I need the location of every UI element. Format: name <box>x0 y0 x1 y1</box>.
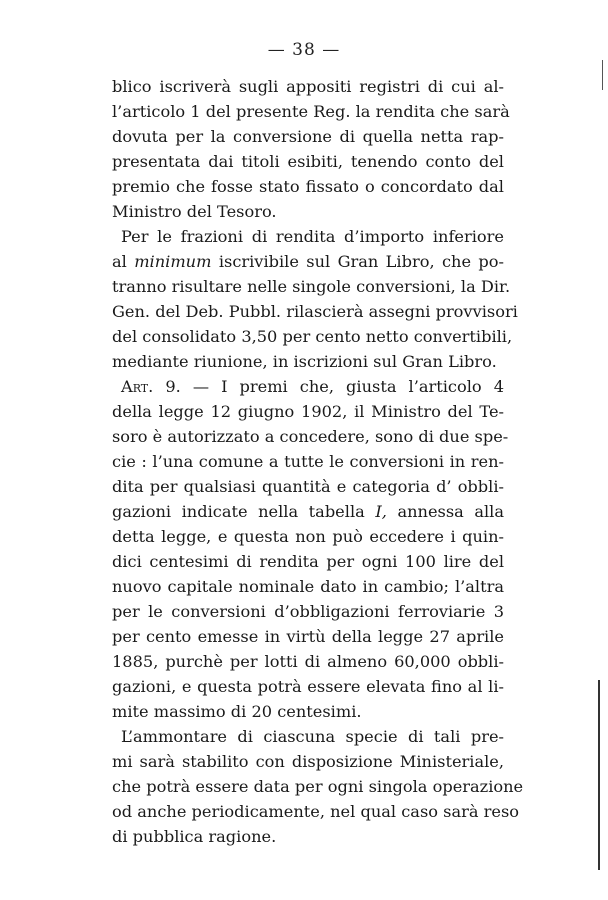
text-fragment: annessa alla <box>397 502 505 521</box>
text-line: mi sarà stabilito con disposizione Ministeriale, <box>112 752 504 771</box>
text-line: del consolidato 3,50 per cento netto convertibili, <box>112 327 513 346</box>
text-line: dovuta per la conversione di quella netta rap- <box>112 127 504 146</box>
text-line: soro è autorizzato a concedere, sono di due spe- <box>112 427 509 446</box>
text-line: mediante riunione, in iscrizioni sul Gran Libro. <box>112 352 497 371</box>
text-line: gazioni, e questa potrà essere elevata fino al li- <box>112 677 504 696</box>
scan-edge-mark <box>598 680 600 870</box>
text-line: Per le frazioni di rendita d’importo inferiore <box>121 227 504 246</box>
page-number: — 38 — <box>267 40 341 60</box>
scan-edge-mark <box>602 60 603 90</box>
text-line: tranno risultare nelle singole conversioni, la Dir. <box>112 277 511 296</box>
text-line: premio che fosse stato fissato o concordato dal <box>112 177 504 196</box>
text-line: Ministro del Tesoro. <box>112 202 277 221</box>
text-line: presentata dai titoli esibiti, tenendo conto del <box>112 152 504 171</box>
text-line: nuovo capitale nominale dato in cambio; l’altra <box>112 577 504 596</box>
text-line <box>112 499 504 525</box>
italic-term: minimum <box>134 252 212 271</box>
text-line: Gen. del Deb. Pubbl. rilascierà assegni provvisori <box>112 302 518 321</box>
text-fragment: iscrivibile sul Gran Libro, che po- <box>218 252 504 271</box>
text-line <box>121 374 504 400</box>
text-line: per cento emesse in virtù della legge 27 aprile <box>112 627 504 646</box>
text-line: dici centesimi di rendita per ogni 100 lire del <box>112 552 504 571</box>
text-fragment: gazioni indicate nella tabella <box>112 502 365 521</box>
article-number: Art. 9. <box>121 377 181 396</box>
text-line: L’ammontare di ciascuna specie di tali pre- <box>121 727 504 746</box>
text-line: dita per qualsiasi quantità e categoria d’ obbli- <box>112 477 504 496</box>
text-line <box>112 249 504 275</box>
text-line: che potrà essere data per ogni singola operazione <box>112 777 524 796</box>
italic-term: I, <box>375 502 387 521</box>
text-line: per le conversioni d’obbligazioni ferroviarie 3 <box>112 602 504 621</box>
text-fragment: — I premi che, giusta l’articolo 4 <box>192 377 504 396</box>
text-line: della legge 12 giugno 1902, il Ministro del Te- <box>112 402 504 421</box>
text-line: od anche periodicamente, nel qual caso sarà reso <box>112 802 520 821</box>
text-line: mite massimo di 20 centesimi. <box>112 702 362 721</box>
text-line: l’articolo 1 del presente Reg. la rendita che sarà <box>112 102 510 121</box>
text-line: cie : l’una comune a tutte le conversioni in ren- <box>112 452 504 471</box>
text-line: 1885, purchè per lotti di almeno 60,000 obbli- <box>112 652 504 671</box>
text-line: blico iscriverà sugli appositi registri di cui al- <box>112 77 504 96</box>
text-fragment: al <box>112 252 127 271</box>
text-line: di pubblica ragione. <box>112 827 277 846</box>
text-line: detta legge, e questa non può eccedere i quin- <box>112 527 504 546</box>
